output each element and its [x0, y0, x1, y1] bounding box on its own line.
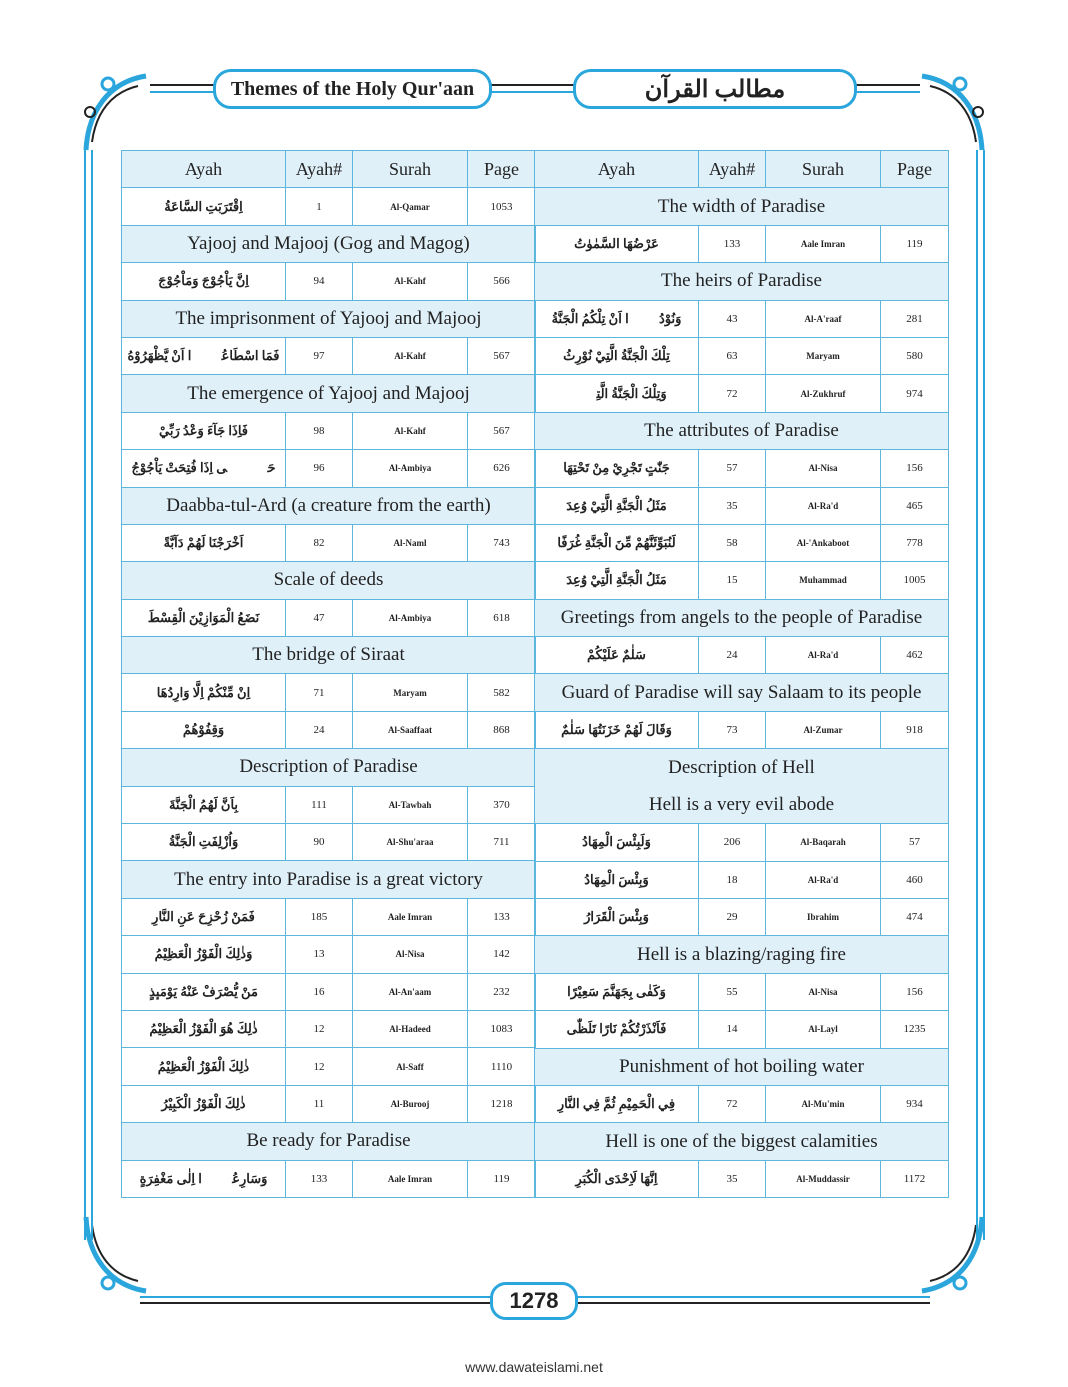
surah-name: Al-Baqarah — [766, 824, 881, 861]
table-row — [122, 936, 536, 973]
surah-name: Al-Zukhruf — [766, 375, 881, 412]
ayah-number: 12 — [286, 1010, 353, 1047]
page-ref: 567 — [468, 412, 536, 449]
section-row — [535, 188, 949, 225]
surah-name: Al-Shu'araa — [353, 824, 468, 861]
col-ayah: Ayah — [535, 151, 699, 188]
page-ref: 232 — [468, 973, 536, 1010]
table-row — [535, 1085, 949, 1122]
ayah-number: 13 — [286, 936, 353, 973]
ayah-text: وَتِلْكَ الْجَنَّةُ الَّتِيْۤ — [535, 375, 699, 412]
page-ref: 119 — [881, 225, 949, 262]
surah-name: Al-Mu'min — [766, 1085, 881, 1122]
surah-name: Al-Naml — [353, 524, 468, 561]
ayah-text: وَكَفٰى بِجَهَنَّمَ سَعِيْرًا — [535, 973, 699, 1010]
page-ref: 1235 — [881, 1011, 949, 1048]
ayah-number: 111 — [286, 786, 353, 823]
ayah-text: تِلْكَ الْجَنَّةُ الَّتِيْ نُوْرِثُ — [535, 337, 699, 374]
table-row — [122, 1010, 536, 1047]
table-row — [535, 375, 949, 412]
surah-name: Al-Kahf — [353, 263, 468, 300]
surah-name: Al-Saff — [353, 1048, 468, 1085]
page-ref: 934 — [881, 1085, 949, 1122]
page-ref: 1083 — [468, 1010, 536, 1047]
table-row — [122, 898, 536, 935]
header-row — [535, 151, 949, 188]
subsection-title: Hell is a very evil abode — [648, 794, 835, 816]
ayah-number: 18 — [699, 861, 766, 898]
page-ref: 974 — [881, 375, 949, 412]
section-row — [122, 861, 536, 898]
ayah-text: وَقِفُوْهُمْ — [122, 711, 286, 748]
website-link[interactable]: www.dawateislami.net — [465, 1359, 603, 1375]
ayah-number: 35 — [699, 487, 766, 524]
section-row — [122, 225, 536, 262]
surah-name: Al-Qamar — [353, 188, 468, 225]
section-title: Hell is a blazing/raging fire — [535, 936, 949, 973]
section-row — [122, 637, 536, 674]
section-title: The heirs of Paradise — [535, 263, 949, 300]
table-row — [535, 973, 949, 1010]
page-ref: 567 — [468, 337, 536, 374]
ayah-text: لَنُبَوِّئَنَّهُمْ مِّنَ الْجَنَّةِ غُرَفًا — [535, 524, 699, 561]
title-arabic: مطالب القرآن — [573, 69, 857, 109]
section-title: Punishment of hot boiling water — [535, 1048, 949, 1085]
ayah-text: مَثَلُ الْجَنَّةِ الَّتِيْ وُعِدَ — [535, 562, 699, 599]
page-number: 1278 — [490, 1282, 578, 1320]
ayah-number: 29 — [699, 899, 766, 936]
ayah-text: وَبِئْسَ الْمِهَادُ — [535, 861, 699, 898]
ayah-number: 24 — [699, 637, 766, 674]
ayah-number: 57 — [699, 450, 766, 487]
page-ref: 142 — [468, 936, 536, 973]
page-ref: 566 — [468, 263, 536, 300]
ayah-text: عَرْضُهَا السَّمٰوٰتُ — [535, 225, 699, 262]
ayah-text: وَنُوْدُوْۤا اَنْ تِلْكُمُ الْجَنَّةُ — [535, 300, 699, 337]
ayah-text: حَتّٰۤى اِذَا فُتِحَتْ يَاْجُوْجُ — [122, 450, 286, 487]
ayah-number: 206 — [699, 824, 766, 861]
ayah-number: 11 — [286, 1085, 353, 1122]
page-ref: 778 — [881, 524, 949, 561]
section-row — [122, 749, 536, 786]
section-title: Scale of deeds — [122, 562, 536, 599]
ayah-number: 71 — [286, 674, 353, 711]
surah-name: Al-A'raaf — [766, 300, 881, 337]
surah-name: Al-'Ankaboot — [766, 524, 881, 561]
table-row — [122, 263, 536, 300]
surah-name: Al-Layl — [766, 1011, 881, 1048]
table-row — [122, 786, 536, 823]
col-ayah-number: Ayah# — [699, 151, 766, 188]
table-row — [535, 711, 949, 748]
page-ref: 281 — [881, 300, 949, 337]
section-title: Guard of Paradise will say Salaam to its people — [535, 674, 949, 711]
table-row — [535, 637, 949, 674]
ayah-number: 12 — [286, 1048, 353, 1085]
table-row — [535, 1011, 949, 1048]
ayah-text: اِنَّ يَاْجُوْجَ وَمَاْجُوْجَ — [122, 263, 286, 300]
table-row — [535, 899, 949, 936]
ayah-text: اِنْ مِّنْكُمْ اِلَّا وَارِدُهَا — [122, 674, 286, 711]
header-row — [122, 151, 536, 188]
surah-name: Al-Ambiya — [353, 599, 468, 636]
section-row — [122, 1123, 536, 1160]
ayah-number: 97 — [286, 337, 353, 374]
table-row — [122, 337, 536, 374]
table-row — [122, 674, 536, 711]
ayah-text: وَبِئْسَ الْقَرَارُ — [535, 899, 699, 936]
ayah-number: 72 — [699, 1085, 766, 1122]
ayah-text: ذٰلِكَ هُوَ الْفَوْزُ الْعَظِيْمُ — [122, 1010, 286, 1047]
ayah-text: وَقَالَ لَهُمْ خَزَنَتُهَا سَلٰمٌ — [535, 711, 699, 748]
table-row — [122, 1048, 536, 1085]
page-ref: 618 — [468, 599, 536, 636]
page-ref: 57 — [881, 824, 949, 861]
ayah-text: اِنَّهَا لَاِحْدَى الْكُبَرِ — [535, 1160, 699, 1197]
table-row — [535, 225, 949, 262]
ayah-number: 55 — [699, 973, 766, 1010]
ayah-text: وَلَبِئْسَ الْمِهَادُ — [535, 824, 699, 861]
surah-name: Al-Tawbah — [353, 786, 468, 823]
page-ref: 582 — [468, 674, 536, 711]
page-ref: 580 — [881, 337, 949, 374]
floral-ornament-icon — [920, 62, 990, 152]
section-title — [535, 749, 949, 824]
table-row — [122, 599, 536, 636]
col-page: Page — [881, 151, 949, 188]
title-english: Themes of the Holy Qur'aan — [213, 69, 492, 109]
table-row — [122, 412, 536, 449]
surah-name: Aale Imran — [353, 1160, 468, 1197]
surah-name: Al-Nisa — [353, 936, 468, 973]
section-row — [535, 599, 949, 636]
surah-name: Al-Zumar — [766, 711, 881, 748]
page-ref: 460 — [881, 861, 949, 898]
section-title: Hell is one of the biggest calamities — [535, 1123, 949, 1160]
surah-name: Al-Ra'd — [766, 861, 881, 898]
floral-ornament-icon — [78, 62, 148, 152]
ayah-number: 94 — [286, 263, 353, 300]
surah-name: Al-Ra'd — [766, 637, 881, 674]
frame-right — [976, 150, 985, 1240]
surah-name: Al-Kahf — [353, 337, 468, 374]
ayah-text: فَاَنْذَرْتُكُمْ نَارًا تَلَظّٰى — [535, 1011, 699, 1048]
table-row — [535, 1160, 949, 1197]
page-ref: 156 — [881, 973, 949, 1010]
surah-name: Al-Burooj — [353, 1085, 468, 1122]
page-ref: 1172 — [881, 1160, 949, 1197]
section-title: The imprisonment of Yajooj and Majooj — [122, 300, 536, 337]
ayah-text: فَمَنْ زُحْزِحَ عَنِ النَّارِ — [122, 898, 286, 935]
section-title: Be ready for Paradise — [122, 1123, 536, 1160]
table-row — [122, 1160, 536, 1197]
section-row — [535, 936, 949, 973]
ayah-number: 58 — [699, 524, 766, 561]
ayah-text: نَضَعُ الْمَوَازِيْنَ الْقِسْطَ — [122, 599, 286, 636]
ayah-number: 133 — [699, 225, 766, 262]
ayah-number: 96 — [286, 450, 353, 487]
table-row — [122, 524, 536, 561]
ayah-text: بِاَنَّ لَهُمُ الْجَنَّةَ — [122, 786, 286, 823]
section-row — [535, 263, 949, 300]
page-ref: 1053 — [468, 188, 536, 225]
ayah-text: مَثَلُ الْجَنَّةِ الَّتِيْ وُعِدَ — [535, 487, 699, 524]
ayah-text: جَنّٰتٍ تَجْرِيْ مِنْ تَحْتِهَا — [535, 450, 699, 487]
ayah-number: 185 — [286, 898, 353, 935]
page-ref: 868 — [468, 711, 536, 748]
surah-name: Ibrahim — [766, 899, 881, 936]
surah-name: Al-Ra'd — [766, 487, 881, 524]
ayah-number: 15 — [699, 562, 766, 599]
page-ref: 918 — [881, 711, 949, 748]
ayah-number: 35 — [699, 1160, 766, 1197]
ayah-text: وَاُزْلِفَتِ الْجَنَّةُ — [122, 824, 286, 861]
table-row — [535, 824, 949, 861]
section-row — [535, 1048, 949, 1085]
col-page: Page — [468, 151, 536, 188]
ayah-text: سَلٰمٌ عَلَيْكُمْ — [535, 637, 699, 674]
ayah-number: 82 — [286, 524, 353, 561]
page-ref: 1110 — [468, 1048, 536, 1085]
ayah-text: مَنْ يُّصْرَفْ عَنْهُ يَوْمَىٕذٍ — [122, 973, 286, 1010]
surah-name: Al-Ambiya — [353, 450, 468, 487]
ayah-text: فِي الْحَمِيْمِ ثُمَّ فِي النَّارِ — [535, 1085, 699, 1122]
col-surah: Surah — [353, 151, 468, 188]
surah-name: Al-Hadeed — [353, 1010, 468, 1047]
ayah-text: ذٰلِكَ الْفَوْزُ الْعَظِيْمُ — [122, 1048, 286, 1085]
surah-name: Al-Kahf — [353, 412, 468, 449]
surah-name: Al-Nisa — [766, 450, 881, 487]
section-row — [535, 674, 949, 711]
page-ref: 626 — [468, 450, 536, 487]
section-row — [535, 412, 949, 449]
col-surah: Surah — [766, 151, 881, 188]
section-row — [535, 1123, 949, 1160]
themes-table-right — [534, 150, 949, 1198]
table-row — [122, 973, 536, 1010]
page-ref: 465 — [881, 487, 949, 524]
table-row — [122, 1085, 536, 1122]
ayah-number: 47 — [286, 599, 353, 636]
ayah-number: 43 — [699, 300, 766, 337]
surah-name: Al-Nisa — [766, 973, 881, 1010]
surah-name: Al-Saaffaat — [353, 711, 468, 748]
section-title: Daabba-tul-Ard (a creature from the earth) — [122, 487, 536, 524]
ayah-number: 63 — [699, 337, 766, 374]
section-title: Description of Paradise — [122, 749, 536, 786]
themes-table-left — [121, 150, 536, 1198]
section-row — [122, 300, 536, 337]
section-row — [122, 562, 536, 599]
section-title: Description of Hell — [668, 757, 815, 779]
surah-name: Maryam — [766, 337, 881, 374]
ayah-number: 16 — [286, 973, 353, 1010]
section-row — [122, 375, 536, 412]
table-row — [535, 861, 949, 898]
section-title: The entry into Paradise is a great victory — [122, 861, 536, 898]
ayah-text: ذٰلِكَ الْفَوْزُ الْكَبِيْرُ — [122, 1085, 286, 1122]
table-row — [122, 188, 536, 225]
page-ref: 462 — [881, 637, 949, 674]
col-ayah-number: Ayah# — [286, 151, 353, 188]
ayah-number: 133 — [286, 1160, 353, 1197]
table-row — [535, 450, 949, 487]
ayah-number: 72 — [699, 375, 766, 412]
ayah-number: 98 — [286, 412, 353, 449]
table-row — [535, 487, 949, 524]
section-title: The bridge of Siraat — [122, 637, 536, 674]
ayah-text: اَخْرَجْنَا لَهُمْ دَآبَّةً — [122, 524, 286, 561]
section-row — [122, 487, 536, 524]
page-ref: 156 — [881, 450, 949, 487]
page-ref: 133 — [468, 898, 536, 935]
page-ref: 119 — [468, 1160, 536, 1197]
page-ref: 743 — [468, 524, 536, 561]
table-row — [535, 524, 949, 561]
surah-name: Al-Muddassir — [766, 1160, 881, 1197]
page-ref: 1005 — [881, 562, 949, 599]
surah-name: Aale Imran — [766, 225, 881, 262]
table-row — [122, 450, 536, 487]
table-row — [535, 300, 949, 337]
ayah-number: 14 — [699, 1011, 766, 1048]
section-title: The emergence of Yajooj and Majooj — [122, 375, 536, 412]
section-title: The attributes of Paradise — [535, 412, 949, 449]
table-row — [535, 562, 949, 599]
table-row — [122, 711, 536, 748]
page-ref: 474 — [881, 899, 949, 936]
ayah-number: 73 — [699, 711, 766, 748]
table-row — [535, 337, 949, 374]
ayah-number: 1 — [286, 188, 353, 225]
section-title: Yajooj and Majooj (Gog and Magog) — [122, 225, 536, 262]
page-ref: 711 — [468, 824, 536, 861]
surah-name: Muhammad — [766, 562, 881, 599]
page-ref: 1218 — [468, 1085, 536, 1122]
ayah-text: فَاِذَا جَآءَ وَعْدُ رَبِّيْ — [122, 412, 286, 449]
frame-left — [84, 150, 93, 1240]
ayah-number: 24 — [286, 711, 353, 748]
ayah-text: فَمَا اسْطَاعُوْۤا اَنْ يَّظْهَرُوْهُ — [122, 337, 286, 374]
ayah-text: اِقْتَرَبَتِ السَّاعَةُ — [122, 188, 286, 225]
page-ref: 370 — [468, 786, 536, 823]
ayah-text: وَذٰلِكَ الْفَوْزُ الْعَظِيْمُ — [122, 936, 286, 973]
section-title: Greetings from angels to the people of Paradise — [535, 599, 949, 636]
surah-name: Maryam — [353, 674, 468, 711]
col-ayah: Ayah — [122, 151, 286, 188]
ayah-number: 90 — [286, 824, 353, 861]
ayah-text: وَسَارِعُوْۤا اِلٰى مَغْفِرَةٍ — [122, 1160, 286, 1197]
surah-name: Al-An'aam — [353, 973, 468, 1010]
section-title: The width of Paradise — [535, 188, 949, 225]
table-row — [122, 824, 536, 861]
surah-name: Aale Imran — [353, 898, 468, 935]
